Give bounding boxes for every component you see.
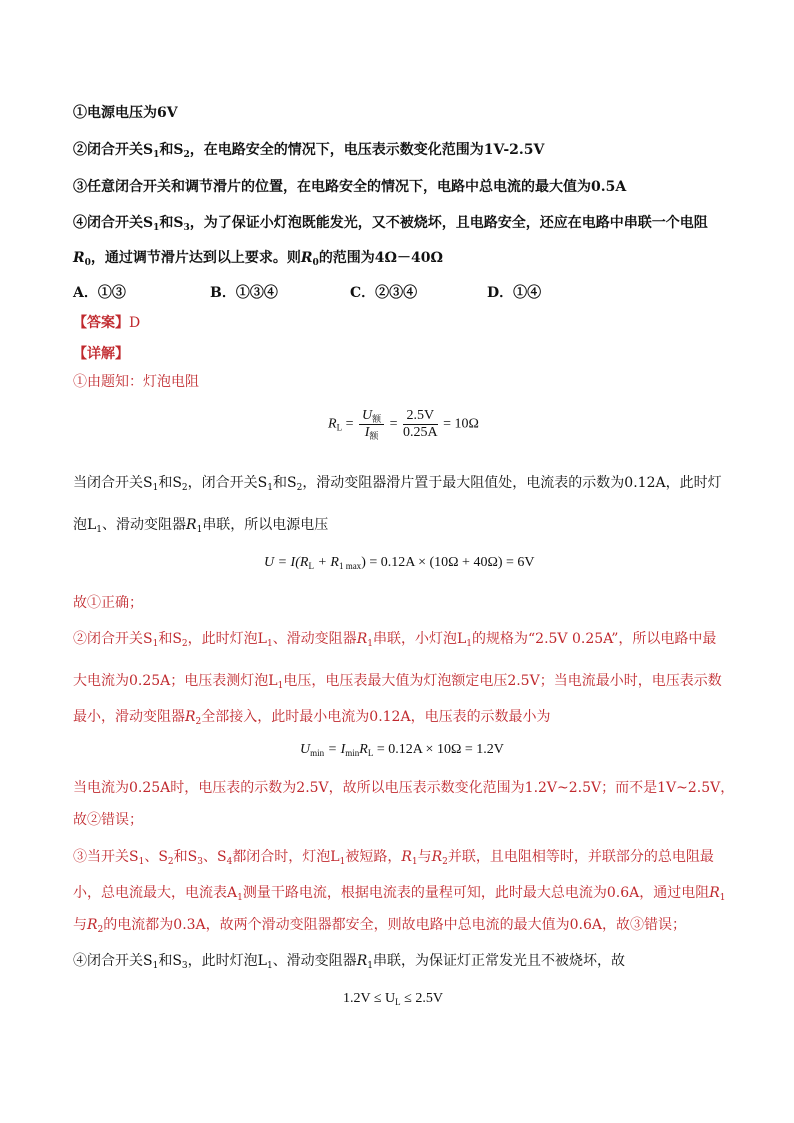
- formula-lamp-voltage-range: $1.2V \le U_L \le 2.5V$: [343, 991, 443, 1007]
- explanation-p11: 小，总电流最大，电流表$A_1$测量干路电流，根据电流表的量程可知，此时最大总电流为0.6A，通过电阻$R_1$: [73, 885, 726, 903]
- explanation-p8: 当电流为0.25A时，电压表的示数为2.5V，故所以电压表示数变化范围为1.2V~2.5V；而不是1V~2.5V，: [73, 780, 735, 796]
- option-d: D．①④: [487, 285, 542, 301]
- statement-2: ②闭合开关$S_1$和$S_2$，在电路安全的情况下，电压表示数变化范围为1V-2.5V: [73, 142, 545, 160]
- explanation-p4: 故①正确；: [73, 595, 143, 611]
- option-b: B．①③④: [210, 285, 278, 301]
- explanation-p12: 与$R_2$的电流都为0.3A，故两个滑动变阻器都安全，则故电路中总电流的最大值为0.6A，故③错误；: [73, 917, 687, 935]
- answer-value: D: [129, 315, 141, 331]
- explanation-p7: 最小，滑动变阻器$R_2$全部接入，此时最小电流为0.12A，电压表的示数最小为: [73, 709, 551, 727]
- formula-min-voltage: $U_{min} = I_{min}R_L = 0.12A \times 10\Omega = 1.2V$: [300, 742, 504, 758]
- statement-4-continued: $R_0$，通过调节滑片达到以上要求。则$R_0$的范围为4Ω－40Ω: [73, 250, 443, 268]
- option-a: A．①③: [73, 285, 126, 301]
- explanation-p5: ②闭合开关$S_1$和$S_2$，此时灯泡$L_1$、滑动变阻器$R_1$串联，小灯泡$L_1$的规格为“2.5V 0.25A”，所以电路中最: [73, 631, 717, 649]
- explanation-p9: 故②错误；: [73, 812, 143, 828]
- statement-4: ④闭合开关$S_1$和$S_3$，为了保证小灯泡既能发光，又不被烧坏，且电路安全，还应在电路中串联一个电阻: [73, 215, 708, 233]
- answer-line: [73, 314, 140, 332]
- explanation-p6: 大电流为0.25A；电压表测灯泡$L_1$电压，电压表最大值为灯泡额定电压2.5V；当电流最小时，电压表示数: [73, 673, 722, 691]
- formula-lamp-resistance: $R_L$ = $\frac{U_额}{I_额}$ = $\frac{2.5V}{0.25A}$ = 10Ω: [328, 408, 479, 441]
- detail-label: 【详解】: [73, 346, 129, 362]
- option-c: C．②③④: [350, 285, 418, 301]
- answer-label: 【答案】: [73, 315, 129, 331]
- explanation-p2: 当闭合开关$S_1$和$S_2$，闭合开关$S_1$和$S_2$，滑动变阻器滑片置于最大阻值处，电流表的示数为0.12A，此时灯: [73, 475, 722, 493]
- statement-1: ①电源电压为6V: [73, 105, 178, 121]
- statement-3: ③任意闭合开关和调节滑片的位置，在电路安全的情况下，电路中总电流的最大值为0.5A: [73, 179, 627, 195]
- explanation-p3: 泡$L_1$、滑动变阻器$R_1$串联，所以电源电压: [73, 517, 329, 535]
- explanation-p13: ④闭合开关$S_1$和$S_3$，此时灯泡$L_1$、滑动变阻器$R_1$串联，为保证灯正常发光且不被烧坏，故: [73, 953, 625, 971]
- explanation-p10: ③当开关$S_1$、$S_2$和$S_3$、$S_4$都闭合时，灯泡$L_1$被短路，$R_1$与$R_2$并联，且电阻相等时，并联部分的总电阻最: [73, 849, 714, 867]
- explanation-p1: ①由题知：灯泡电阻: [73, 374, 199, 390]
- formula-supply-voltage: $U = I(R_L + R_{1 max}) = 0.12A \times (10\Omega + 40\Omega) = 6V$: [264, 555, 535, 571]
